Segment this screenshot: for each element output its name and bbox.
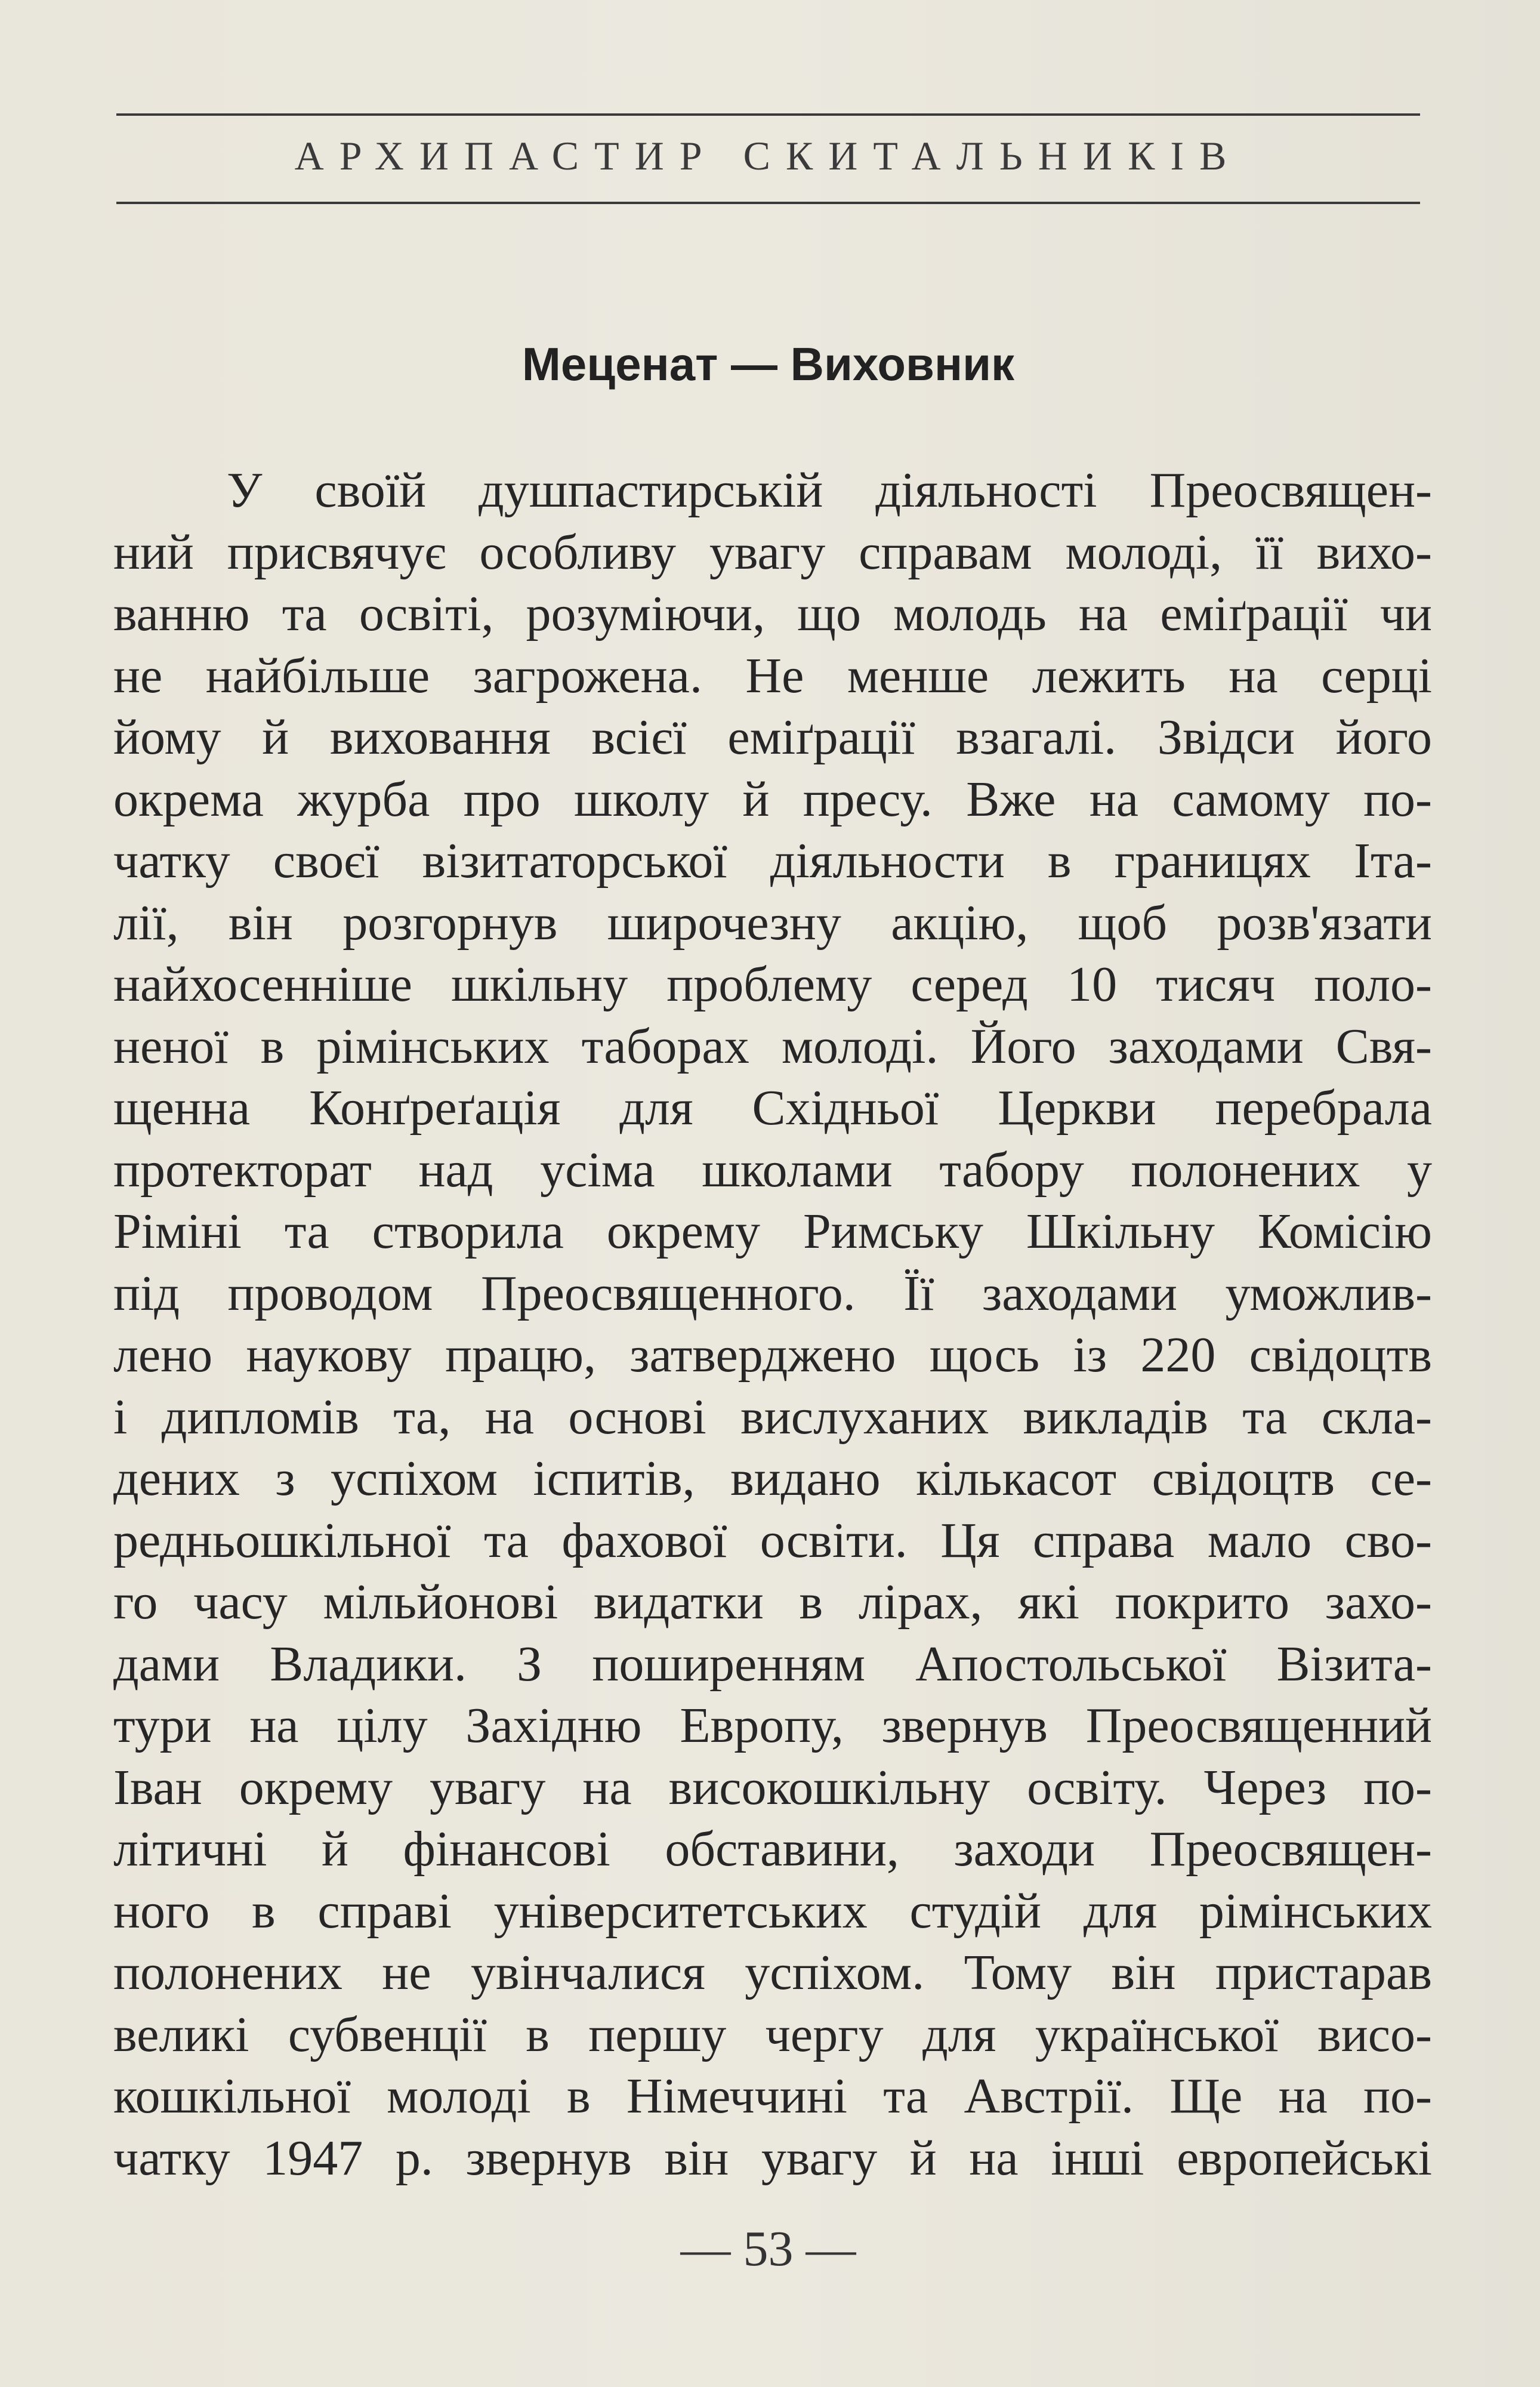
text-line: ного в справі університетських студій для рімінських (113, 1883, 1432, 1939)
text-line: го часу мільйонові видатки в лірах, які покрито захо- (113, 1574, 1432, 1630)
text-line: лено наукову працю, затверджено щось із 220 свідоцтв (113, 1327, 1432, 1383)
text-line: найхосенніше шкільну проблему серед 10 тисяч поло- (113, 957, 1432, 1012)
text-line: під проводом Преосвященного. Її заходами уможлив- (113, 1265, 1432, 1321)
text-line: Іван окрему увагу на високошкільну освіту. Через по- (113, 1759, 1432, 1815)
text-line: великі субвенції в першу чергу для української висо- (113, 2006, 1432, 2062)
text-line: ванню та освіті, розуміючи, що молодь на еміґрації чи (113, 586, 1432, 642)
text-line: кошкільної молоді в Німеччині та Австрії. Ще на по- (113, 2068, 1432, 2124)
text-line: протекторат над усіма школами табору полонених у (113, 1142, 1432, 1198)
text-line: У своїй душпастирській діяльності Преосвящен- (227, 462, 1432, 518)
text-line: дених з успіхом іспитів, видано кількасот свідоцтв се- (113, 1451, 1432, 1506)
text-line: йому й виховання всієї еміґрації взагалі. Звідси його (113, 710, 1432, 765)
text-line: Ріміні та створила окрему Римську Шкільну Комісію (113, 1204, 1432, 1259)
text-line: літичні й фінансові обставини, заходи Преосвящен- (113, 1821, 1432, 1877)
text-line: окрема журба про школу й пресу. Вже на самому по- (113, 771, 1432, 827)
text-line: редньошкільної та фахової освіти. Ця справа мало сво- (113, 1512, 1432, 1568)
section-title: Меценат — Виховник (521, 338, 1015, 390)
text-line: не найбільше загрожена. Не менше лежить на серці (113, 647, 1432, 704)
text-line: дами Владики. З поширенням Апостольської Візита- (113, 1636, 1432, 1692)
body-text (113, 459, 1432, 2189)
text-line: чатку своєї візитаторської діяльности в границях Іта- (113, 833, 1432, 889)
text-line: неної в рімінських таборах молоді. Його заходами Свя- (113, 1018, 1432, 1074)
text-line: лії, він розгорнув широчезну акцію, щоб розв'язати (113, 895, 1432, 951)
text-line: чатку 1947 р. звернув він увагу й на інші европейські (113, 2130, 1432, 2186)
text-line: щенна Конґреґація для Східньої Церкви перебрала (113, 1080, 1432, 1136)
header-rule-bottom (116, 202, 1420, 204)
running-head: АРХИПАСТИР СКИТАЛЬНИКІВ (294, 133, 1242, 178)
text-line: тури на цілу Західню Европу, звернув Преосвященний (113, 1698, 1432, 1753)
page-number: — 53 — (680, 2221, 856, 2277)
text-line: ний присвячує особливу увагу справам молоді, її вихо- (113, 524, 1432, 580)
text-line: і дипломів та, на основі вислуханих викладів та скла- (113, 1389, 1432, 1445)
header-rule-top (116, 113, 1420, 116)
text-line: полонених не увінчалися успіхом. Тому він пристарав (113, 1945, 1432, 2000)
